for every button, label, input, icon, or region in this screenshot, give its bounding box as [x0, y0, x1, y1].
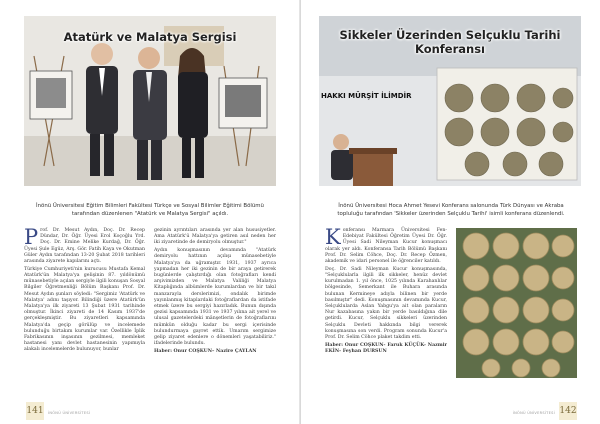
left-page-title: Atatürk ve Malatya Sergisi — [63, 30, 237, 44]
paragraph: rof. Dr. Mesut Aydın, Doç. Dr. Recep Dündar, Dr. Öğr. Üyesi Erol Koçoğlu Yrd. Doç. Dr. Emine Melike Kurdağ, Dr. Öğr. Üyesi Şule Egüz, Arş. Gör. Fatih Kaya ve Okutman Güler Aydın tarafından 13-20 Şubat 2018 tarihleri arasında ziyarete kapılarını açtı. — [24, 228, 145, 265]
footer-label: İNÖNÜ ÜNİVERSİTESİ — [512, 411, 555, 415]
left-footer — [0, 394, 300, 424]
left-caption: İnönü Üniversitesi Eğitim Bilimleri Fakültesi Türkçe ve Sosyal Bilimler Eğitimi Bölümü tarafından düzenlenen "Atatürk ve Malatya Sergisi" açıldı. — [36, 203, 264, 217]
paragraph: Türkiye Cumhuriyeti'nin kurucusu Mustafa Kemal Atatürk'ün Malatya'ya gelişinin 87. yıldönümü münasebetiyle açılan sergiyle ilgili konuşan Sosyal Bilgiler Öğretmenliği Bölüm Başkanı Prof. Dr. Mesut Aydın şunları söyledi: "Sergimiz 'Atatürk ve Malatya' adını taşıyor. Bilindiği üzere Atatürk'ün Malatya'ya ilk ziyareti 13 Şubat 1931 tarihinde olmuştur. İkinci ziyareti de 14 Kasım 1937'de gerçekleşmiştir. Bu ziyaretleri kapsamında Malatya'da geçip görülüp ve incelemede bulunduğu birtakım kurumlar var. Özellikle İplik Fabrikasının inşasının gezilmesi, memleket hastanesi yanı devlet hastanesinin yapımıyla alakalı incelemelerde bulunuyor, bunlar — [24, 266, 145, 353]
coins-photo-graphic — [456, 228, 577, 378]
title-line: Sikkeler Üzerinden Selçuklu Tarihi — [339, 28, 561, 42]
right-footer — [301, 394, 600, 424]
paragraph: Aydın konuşmasının devamında "Atatürk demiryolu hattının açılışı münasebetiyle Malatya'ya da uğramıştır. 1931, 1937 ayrıca yapmadan her iki gezinin de bir araya getirerek bugünlerde çalıştırdığı olan fotoğrafları kendi arşivimizden ve Malatya Valiliği Malatya Kitaplığında albümlerde kurumlardan ve bir takıl manzarayla derslerimizi, ondalık birimde yayınlanmış kitaplardaki fotoğraflardan da istifade etmek üzere bu sergiyi hazırladık. Bunun dışında gezisi kapsamında 1931 ve 1937 yılına ait yerel ve ulusal gazetelerdeki mânşetlerin de fotoğraflarını mümkün olduğu kadar bu sergi içerisinde bulundurmaya gayret ettik. Umarım sergimize gelip ziyaret edenlere o dönemleri yaşatabiliriz." ifadelerinde bulundu. — [154, 248, 276, 347]
dropcap: P — [24, 225, 39, 249]
conference-photo — [319, 16, 581, 186]
title-line: Konferansı — [414, 42, 485, 56]
dropcap: K — [325, 225, 341, 249]
left-column-2 — [154, 228, 276, 357]
left-column-1 — [24, 225, 145, 357]
coins-photo — [456, 228, 577, 378]
banner-text: HAKKI MÜRŞİT İLİMDİR — [321, 92, 412, 100]
page-number: 142 — [559, 402, 577, 420]
paragraph: Doç. Dr. Sadi Nileyman Kucur konuşmasında, "Selçuklularla ilgili ilk sikkeler, henüz devlet kurulmadan 1. yıl önce, 1025 yılında Karahanlılar bölgesinde, Semerkant ile Buhara arasında bulunan Kermineye adıyla bilinen bir yerde basılmıştır" dedi. Konuşmasının devamında Kucur, Selçuklularda Aslan Yabgu'ya ait olan paraların Nur kazabasına yakın bir yerde basıldığına dile getirdi. Kucur, Selçuklu sikkeleri üzerinden Selçuklu Devleti hakkında bilgi vererek konuşmasına son verdi. Program sonunda Kucur'a Prof. Dr. Selim Cöhce plaket takdim etti. — [325, 266, 447, 340]
right-page-title — [319, 28, 581, 56]
article-authors: Haber: Onur COŞKUN– Nazire ÇAYLAN — [154, 348, 257, 354]
paragraph: gezinin ayrıntıları arasında yer alan hususiyetler. Ama Atatürk'ü Malatya'ya getiren asıl neden her iki ziyaretinde de demiryolu olmuştur." — [154, 228, 276, 246]
paragraph: onferansı Marmara Üniversitesi Fen-Edebiyat Fakültesi Öğretim Üyesi Dr. Öğr. Üyesi Sadi Nileyman Kucur konuşmacı olarak yer aldı. Konferansa Tarih Bölümü Başkanı Prof. Dr. Selim Cöhce, Doç. Dr. Recep Özmen, akademik ve idari personel ile öğrenciler katıldı. — [325, 228, 447, 265]
article-authors: Haber: Onur COŞKUN- Faruk KÜÇÜK- Nazmir EKİN- Feyhan DURSUN — [325, 342, 447, 354]
left-article — [24, 225, 276, 357]
right-caption: İnönü Üniversitesi Hoca Ahmet Yesevi Konferans salonunda Türk Dünyası ve Akraba topluluğu tarafından 'Sikkeler üzerinden Selçuklu Tarihi' isimli konferans düzenlendi. — [337, 203, 565, 217]
right-page — [300, 0, 600, 424]
right-article — [325, 225, 577, 378]
exhibition-photo — [24, 16, 276, 186]
page-number: 141 — [26, 402, 44, 420]
right-column-1 — [325, 225, 447, 378]
footer-label: İNÖNÜ ÜNİVERSİTESİ — [48, 411, 91, 415]
